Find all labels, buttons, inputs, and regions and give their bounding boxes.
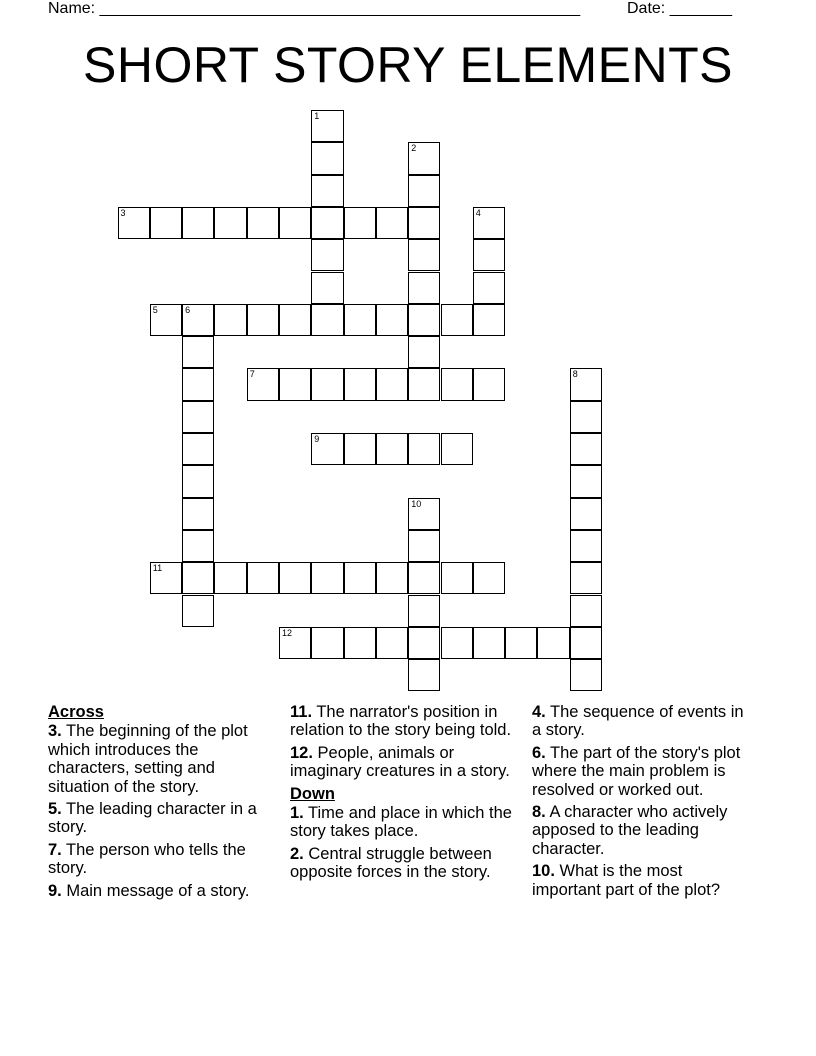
grid-cell[interactable] (408, 142, 440, 174)
grid-cell[interactable] (441, 304, 473, 336)
grid-cell[interactable] (182, 336, 214, 368)
clue-number-label: 5 (152, 304, 158, 315)
clue-text: Time and place in which the story takes place. (290, 804, 512, 841)
grid-cell[interactable] (408, 562, 440, 594)
clue-number: 11. (290, 703, 313, 721)
grid-cell[interactable] (570, 433, 602, 465)
grid-cell[interactable] (279, 368, 311, 400)
grid-cell[interactable] (311, 110, 343, 142)
grid-cell[interactable] (441, 562, 473, 594)
down-clue-1 (290, 804, 526, 841)
grid-cell[interactable] (344, 562, 376, 594)
clue-text: The person who tells the story. (48, 840, 246, 878)
clue-text: People, animals or imaginary creatures in a story. (290, 743, 510, 781)
grid-cell[interactable] (473, 627, 505, 659)
grid-cell[interactable] (279, 304, 311, 336)
down-heading: Down (290, 784, 335, 803)
grid-cell[interactable] (408, 336, 440, 368)
clue-number-label: 7 (249, 369, 255, 380)
clue-text: The sequence of events in a story. (532, 703, 744, 740)
grid-cell[interactable] (344, 304, 376, 336)
clue-number-label: 1 (314, 111, 320, 121)
clue-number-label: 3 (120, 207, 126, 218)
grid-cell[interactable] (473, 207, 505, 239)
down-clue-2 (290, 845, 526, 882)
grid-cell[interactable] (473, 272, 505, 304)
grid-cell[interactable] (182, 562, 214, 594)
grid-cell[interactable] (344, 627, 376, 659)
grid-cell[interactable] (311, 175, 343, 207)
grid-cell[interactable] (408, 530, 440, 562)
down-clue-8 (532, 803, 754, 858)
grid-cell[interactable] (441, 368, 473, 400)
grid-cell[interactable] (570, 401, 602, 433)
clue-text: The narrator's position in relation to the story being told. (290, 703, 512, 740)
across-clue-7 (48, 841, 270, 878)
grid-cell[interactable] (182, 595, 214, 627)
clue-text: Central struggle between opposite forces in the story. (290, 844, 492, 882)
grid-cell[interactable] (344, 368, 376, 400)
grid-cell[interactable] (376, 562, 408, 594)
grid-cell[interactable] (570, 530, 602, 562)
grid-cell[interactable] (311, 562, 343, 594)
grid-cell[interactable] (118, 207, 150, 239)
clue-number: 5. (48, 800, 62, 819)
grid-cell[interactable] (279, 627, 311, 659)
clue-column-3 (532, 703, 754, 903)
grid-cell[interactable] (182, 304, 214, 336)
grid-cell[interactable] (570, 627, 602, 659)
across-clue-11 (290, 703, 526, 740)
across-clue-5 (48, 800, 270, 837)
clue-number-label: 12 (282, 627, 293, 638)
grid-cell[interactable] (311, 433, 343, 465)
grid-cell[interactable] (311, 272, 343, 304)
clue-number: 4. (532, 703, 546, 721)
clue-number: 2. (290, 844, 304, 863)
grid-cell[interactable] (214, 207, 246, 239)
grid-cell[interactable] (376, 304, 408, 336)
grid-cell[interactable] (570, 562, 602, 594)
grid-cell[interactable] (279, 207, 311, 239)
grid-cell[interactable] (182, 368, 214, 400)
across-clue-3 (48, 722, 270, 796)
grid-cell[interactable] (376, 368, 408, 400)
clue-number: 3. (48, 722, 62, 741)
grid-cell[interactable] (570, 498, 602, 530)
grid-cell[interactable] (150, 562, 182, 594)
clue-number: 9. (48, 881, 62, 900)
grid-cell[interactable] (408, 433, 440, 465)
grid-cell[interactable] (311, 627, 343, 659)
grid-cell[interactable] (182, 401, 214, 433)
grid-cell[interactable] (182, 465, 214, 497)
clue-number-label: 9 (314, 434, 320, 444)
grid-cell[interactable] (344, 433, 376, 465)
down-clue-6 (532, 744, 754, 799)
across-heading: Across (48, 703, 104, 721)
grid-cell[interactable] (408, 595, 440, 627)
grid-cell[interactable] (311, 239, 343, 271)
clue-number-label: 6 (185, 304, 191, 315)
clue-text: The leading character in a story. (48, 800, 257, 837)
grid-cell[interactable] (150, 304, 182, 336)
grid-cell[interactable] (214, 562, 246, 594)
grid-cell[interactable] (408, 498, 440, 530)
clue-number: 10. (532, 862, 555, 881)
grid-cell[interactable] (473, 304, 505, 336)
grid-cell[interactable] (376, 207, 408, 239)
grid-cell[interactable] (408, 175, 440, 207)
grid-cell[interactable] (182, 498, 214, 530)
grid-cell[interactable] (473, 368, 505, 400)
page-title: SHORT STORY ELEMENTS (82, 37, 733, 93)
clue-number: 7. (48, 840, 62, 859)
clue-number-label: 8 (572, 369, 578, 380)
clue-number-label: 2 (411, 143, 417, 154)
grid-cell[interactable] (570, 465, 602, 497)
grid-cell[interactable] (441, 627, 473, 659)
grid-cell[interactable] (408, 239, 440, 271)
across-clue-9 (48, 882, 270, 900)
clue-text: A character who actively apposed to the leading character. (532, 803, 728, 858)
grid-cell[interactable] (311, 368, 343, 400)
grid-cell[interactable] (441, 433, 473, 465)
grid-cell[interactable] (408, 272, 440, 304)
grid-cell[interactable] (376, 627, 408, 659)
grid-cell[interactable] (247, 562, 279, 594)
grid-cell[interactable] (537, 627, 569, 659)
name-field[interactable]: Name: ______________________________________________________ (48, 0, 581, 17)
clue-text: The beginning of the plot which introduces the characters, setting and situation of the story. (48, 722, 248, 796)
grid-cell[interactable] (311, 304, 343, 336)
across-clue-12 (290, 744, 526, 781)
grid-cell[interactable] (408, 368, 440, 400)
clue-number: 6. (532, 743, 546, 762)
grid-cell[interactable] (214, 304, 246, 336)
grid-cell[interactable] (570, 595, 602, 627)
grid-cell[interactable] (570, 368, 602, 400)
clue-text: The part of the story's plot where the main problem is resolved or worked out. (532, 743, 741, 799)
grid-cell[interactable] (344, 207, 376, 239)
grid-cell[interactable] (182, 530, 214, 562)
clue-number: 12. (290, 743, 313, 762)
grid-cell[interactable] (247, 304, 279, 336)
grid-cell[interactable] (570, 659, 602, 691)
grid-cell[interactable] (182, 433, 214, 465)
down-clue-10 (532, 862, 754, 899)
date-field[interactable]: Date: _______ (627, 0, 732, 17)
clue-number: 8. (532, 803, 546, 822)
clue-text: Main message of a story. (61, 881, 250, 900)
grid-cell[interactable] (473, 562, 505, 594)
grid-cell[interactable] (376, 433, 408, 465)
grid-cell[interactable] (408, 207, 440, 239)
clue-column-2 (290, 703, 526, 886)
clue-number-label: 10 (411, 498, 422, 509)
grid-cell[interactable] (473, 239, 505, 271)
grid-cell[interactable] (182, 207, 214, 239)
grid-cell[interactable] (408, 304, 440, 336)
clue-column-1 (48, 703, 270, 904)
grid-cell[interactable] (408, 627, 440, 659)
grid-cell[interactable] (311, 207, 343, 239)
clue-number-label: 4 (475, 207, 481, 218)
grid-cell[interactable] (408, 659, 440, 691)
grid-cell[interactable] (279, 562, 311, 594)
clue-text: What is the most important part of the plot? (532, 862, 721, 899)
clue-number: 1. (290, 804, 304, 823)
grid-cell[interactable] (311, 142, 343, 174)
grid-cell[interactable] (150, 207, 182, 239)
grid-cell[interactable] (247, 368, 279, 400)
grid-cell[interactable] (505, 627, 537, 659)
clue-number-label: 11 (152, 563, 163, 574)
down-clue-4 (532, 703, 754, 740)
grid-cell[interactable] (247, 207, 279, 239)
